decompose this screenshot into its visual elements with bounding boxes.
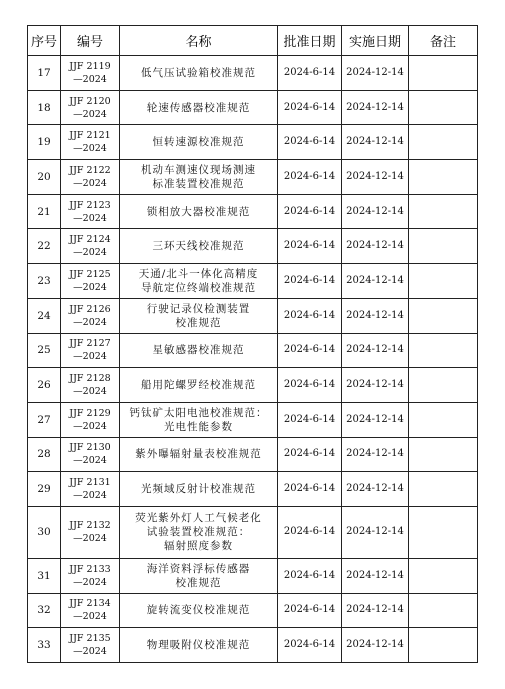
header-code: 编号 <box>61 26 120 56</box>
table-body <box>28 56 478 663</box>
approval-date: 2024-6-14 <box>278 56 342 91</box>
standard-name <box>120 472 278 507</box>
row-number: 30 <box>28 506 61 558</box>
standard-name-line: 天通/北斗一体化高精度 <box>138 267 259 280</box>
standard-code <box>61 593 120 628</box>
standard-code <box>61 194 120 229</box>
row-number: 19 <box>28 125 61 160</box>
standard-code-line: JJF 2129 <box>69 407 111 419</box>
standard-name-line: 荧光紫外灯人工气候老化 <box>135 512 262 525</box>
approval-date: 2024-6-14 <box>278 298 342 333</box>
standard-name <box>120 558 278 593</box>
standards-table <box>27 25 478 663</box>
row-number: 20 <box>28 160 61 195</box>
standard-code-line: —2024 <box>73 646 107 658</box>
standard-code <box>61 56 120 91</box>
standard-name <box>120 298 278 333</box>
standard-code-line: —2024 <box>73 108 107 120</box>
standard-code <box>61 264 120 299</box>
header-name: 名称 <box>120 26 278 56</box>
standard-code-line: JJF 2135 <box>69 633 111 645</box>
standard-name-line: 三环天线校准规范 <box>152 240 245 253</box>
standard-name-line: 导航定位终端校准规范 <box>141 281 256 294</box>
standard-name-line: 船用陀螺罗经校准规范 <box>141 379 256 392</box>
standard-name <box>120 160 278 195</box>
standard-name-line: 低气压试验箱校准规范 <box>141 66 256 79</box>
row-number: 21 <box>28 194 61 229</box>
approval-date: 2024-6-14 <box>278 593 342 628</box>
note-cell <box>409 194 478 229</box>
table-row <box>28 506 478 558</box>
table-row <box>28 229 478 264</box>
row-number: 24 <box>28 298 61 333</box>
standard-code-line: —2024 <box>73 73 107 85</box>
effective-date: 2024-12-14 <box>342 558 409 593</box>
effective-date: 2024-12-14 <box>342 298 409 333</box>
effective-date: 2024-12-14 <box>342 437 409 472</box>
standard-code-line: —2024 <box>73 386 107 398</box>
row-number: 27 <box>28 402 61 437</box>
approval-date: 2024-6-14 <box>278 160 342 195</box>
standard-code-line: JJF 2124 <box>69 234 111 246</box>
table-row <box>28 90 478 125</box>
row-number: 26 <box>28 368 61 403</box>
standard-code-line: —2024 <box>73 316 107 328</box>
approval-date: 2024-6-14 <box>278 437 342 472</box>
effective-date: 2024-12-14 <box>342 264 409 299</box>
effective-date: 2024-12-14 <box>342 402 409 437</box>
row-number: 31 <box>28 558 61 593</box>
standard-code <box>61 90 120 125</box>
effective-date: 2024-12-14 <box>342 194 409 229</box>
approval-date: 2024-6-14 <box>278 125 342 160</box>
row-number: 29 <box>28 472 61 507</box>
standard-code-line: —2024 <box>73 420 107 432</box>
approval-date: 2024-6-14 <box>278 229 342 264</box>
effective-date: 2024-12-14 <box>342 125 409 160</box>
standard-code-line: —2024 <box>73 611 107 623</box>
standard-name-line: 星敏感器校准规范 <box>152 344 245 357</box>
row-number: 22 <box>28 229 61 264</box>
note-cell <box>409 90 478 125</box>
approval-date: 2024-6-14 <box>278 333 342 368</box>
standard-code-line: —2024 <box>73 212 107 224</box>
standard-name-line: 校准规范 <box>175 576 222 589</box>
note-cell <box>409 506 478 558</box>
standard-name-line: 机动车测速仪现场测速 <box>141 163 256 176</box>
table-row <box>28 558 478 593</box>
note-cell <box>409 558 478 593</box>
standard-name-line: 校准规范 <box>175 316 222 329</box>
table-row <box>28 56 478 91</box>
note-cell <box>409 437 478 472</box>
approval-date: 2024-6-14 <box>278 506 342 558</box>
standard-name <box>120 593 278 628</box>
standard-name-line: 轮速传感器校准规范 <box>146 101 251 114</box>
effective-date: 2024-12-14 <box>342 229 409 264</box>
standard-name <box>120 368 278 403</box>
standard-code <box>61 558 120 593</box>
standard-name-line: 光电性能参数 <box>164 420 233 433</box>
note-cell <box>409 472 478 507</box>
standard-code-line: —2024 <box>73 247 107 259</box>
standard-name <box>120 333 278 368</box>
note-cell <box>409 593 478 628</box>
effective-date: 2024-12-14 <box>342 506 409 558</box>
standard-name-line: 标准装置校准规范 <box>152 177 245 190</box>
approval-date: 2024-6-14 <box>278 628 342 663</box>
table-row <box>28 628 478 663</box>
row-number: 28 <box>28 437 61 472</box>
standard-code-line: —2024 <box>73 455 107 467</box>
note-cell <box>409 628 478 663</box>
effective-date: 2024-12-14 <box>342 593 409 628</box>
note-cell <box>409 333 478 368</box>
standard-code-line: —2024 <box>73 143 107 155</box>
effective-date: 2024-12-14 <box>342 368 409 403</box>
table-row <box>28 593 478 628</box>
standard-code-line: JJF 2128 <box>69 373 111 385</box>
standard-name <box>120 90 278 125</box>
standard-name-line: 紫外曝辐射量表校准规范 <box>135 448 262 461</box>
effective-date: 2024-12-14 <box>342 333 409 368</box>
standard-code <box>61 628 120 663</box>
effective-date: 2024-12-14 <box>342 90 409 125</box>
standard-code <box>61 472 120 507</box>
standard-name <box>120 402 278 437</box>
standard-name-line: 光频域反射计校准规范 <box>141 483 256 496</box>
standard-code <box>61 437 120 472</box>
table-row <box>28 264 478 299</box>
standard-code-line: —2024 <box>73 177 107 189</box>
note-cell <box>409 125 478 160</box>
standard-name-line: 物理吸附仪校准规范 <box>146 639 251 652</box>
standard-code-line: —2024 <box>73 351 107 363</box>
standard-code-line: JJF 2133 <box>69 563 111 575</box>
standard-code-line: JJF 2120 <box>69 95 111 107</box>
standard-code-line: JJF 2126 <box>69 303 111 315</box>
approval-date: 2024-6-14 <box>278 472 342 507</box>
note-cell <box>409 56 478 91</box>
table-row <box>28 333 478 368</box>
row-number: 33 <box>28 628 61 663</box>
standard-name <box>120 125 278 160</box>
header-row <box>28 26 478 56</box>
standard-code-line: —2024 <box>73 281 107 293</box>
standard-name <box>120 628 278 663</box>
row-number: 18 <box>28 90 61 125</box>
standard-code-line: JJF 2131 <box>69 477 111 489</box>
standard-code <box>61 229 120 264</box>
standard-code-line: JJF 2130 <box>69 442 111 454</box>
standard-name-line: 旋转流变仪校准规范 <box>146 604 251 617</box>
table-row <box>28 368 478 403</box>
row-number: 25 <box>28 333 61 368</box>
standard-code <box>61 125 120 160</box>
note-cell <box>409 229 478 264</box>
row-number: 17 <box>28 56 61 91</box>
row-number: 32 <box>28 593 61 628</box>
header-approved: 批准日期 <box>278 26 342 56</box>
table-row <box>28 194 478 229</box>
standard-code <box>61 333 120 368</box>
table-row <box>28 402 478 437</box>
standard-code-line: —2024 <box>73 533 107 545</box>
standard-name <box>120 56 278 91</box>
standard-code-line: JJF 2127 <box>69 338 111 350</box>
standard-code-line: —2024 <box>73 576 107 588</box>
standard-code-line: JJF 2122 <box>69 164 111 176</box>
table-row <box>28 472 478 507</box>
effective-date: 2024-12-14 <box>342 628 409 663</box>
table-row <box>28 125 478 160</box>
standard-name <box>120 194 278 229</box>
standard-name-line: 辐射照度参数 <box>164 540 233 553</box>
standard-code <box>61 298 120 333</box>
standard-code-line: JJF 2132 <box>69 520 111 532</box>
approval-date: 2024-6-14 <box>278 90 342 125</box>
standard-code-line: —2024 <box>73 490 107 502</box>
standard-name <box>120 264 278 299</box>
standard-code <box>61 506 120 558</box>
header-effective: 实施日期 <box>342 26 409 56</box>
standard-code-line: JJF 2134 <box>69 598 111 610</box>
standard-name-line: 钙钛矿太阳电池校准规范： <box>129 406 268 419</box>
effective-date: 2024-12-14 <box>342 160 409 195</box>
standard-name-line: 恒转速源校准规范 <box>152 136 245 149</box>
standard-name <box>120 229 278 264</box>
header-no: 序号 <box>28 26 61 56</box>
standard-name-line: 行驶记录仪检测装置 <box>146 302 251 315</box>
standard-code <box>61 402 120 437</box>
approval-date: 2024-6-14 <box>278 264 342 299</box>
approval-date: 2024-6-14 <box>278 558 342 593</box>
header-note: 备注 <box>409 26 478 56</box>
standard-name <box>120 437 278 472</box>
standard-name-line: 海洋资料浮标传感器 <box>146 562 251 575</box>
note-cell <box>409 368 478 403</box>
note-cell <box>409 264 478 299</box>
note-cell <box>409 402 478 437</box>
approval-date: 2024-6-14 <box>278 368 342 403</box>
standard-name <box>120 506 278 558</box>
note-cell <box>409 298 478 333</box>
standard-code <box>61 368 120 403</box>
standard-code-line: JJF 2123 <box>69 199 111 211</box>
approval-date: 2024-6-14 <box>278 402 342 437</box>
row-number: 23 <box>28 264 61 299</box>
standard-code <box>61 160 120 195</box>
note-cell <box>409 160 478 195</box>
table-row <box>28 437 478 472</box>
standard-name-line: 锁相放大器校准规范 <box>146 205 251 218</box>
standard-code-line: JJF 2119 <box>69 60 111 72</box>
table-row <box>28 160 478 195</box>
effective-date: 2024-12-14 <box>342 472 409 507</box>
table-row <box>28 298 478 333</box>
approval-date: 2024-6-14 <box>278 194 342 229</box>
effective-date: 2024-12-14 <box>342 56 409 91</box>
standard-name-line: 试验装置校准规范： <box>146 526 251 539</box>
standard-code-line: JJF 2121 <box>69 130 111 142</box>
standard-code-line: JJF 2125 <box>69 268 111 280</box>
